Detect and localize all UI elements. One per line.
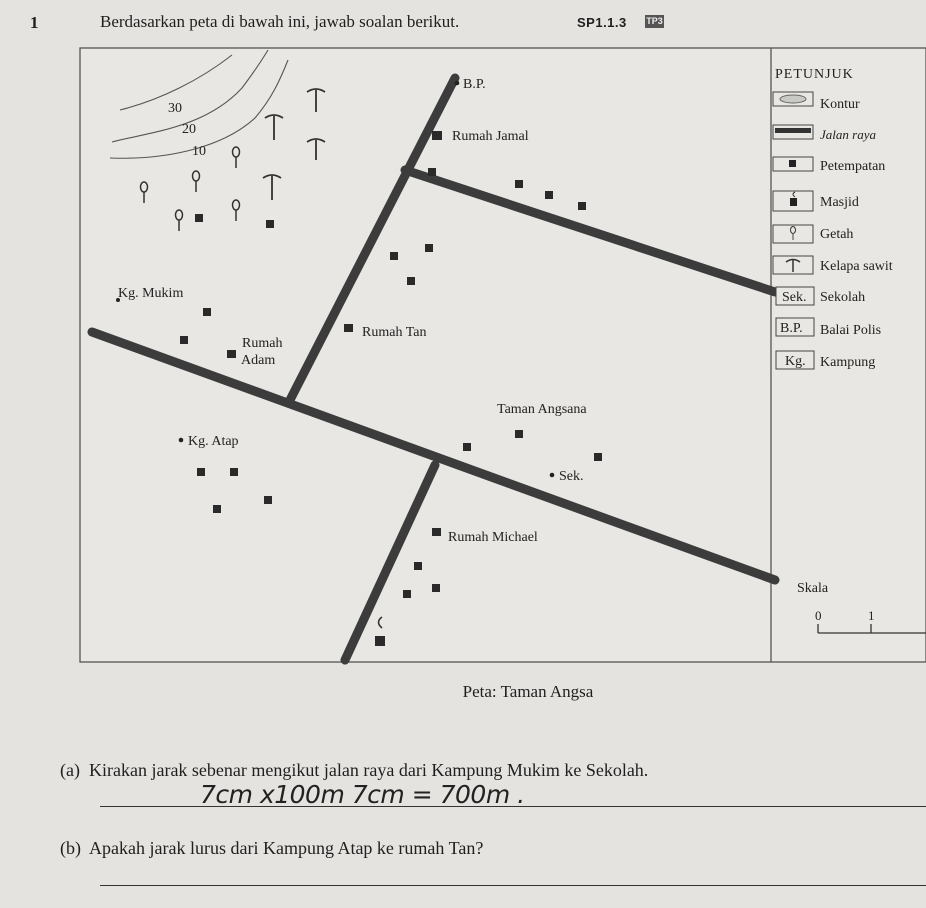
answer-a[interactable]: 7cm x100m 7cm = 700m . (200, 780, 525, 809)
legend-sek-symbol: Sek. (782, 290, 807, 305)
legend-label-sekolah: Sekolah (820, 290, 866, 305)
legend-title: PETUNJUK (775, 67, 854, 82)
settlement-icon (432, 528, 441, 536)
question-a-text: Kirakan jarak sebenar mengikut jalan raya dari Kampung Mukim ke Sekolah. (88, 760, 649, 780)
question-a (60, 760, 648, 781)
legend-label-kelapa: Kelapa sawit (820, 259, 893, 274)
syllabus-code: SP1.1.3 (577, 15, 627, 30)
legend-contour-symbol (780, 95, 806, 103)
settlement-icon (344, 324, 353, 332)
settlement-icon (213, 505, 221, 513)
scale-end: 1 (868, 608, 875, 623)
settlement-icon (375, 636, 385, 646)
question-text: Berdasarkan peta di bawah ini, jawab soalan berikut. (100, 12, 460, 31)
legend-label-jalan: Jalan raya (820, 127, 876, 142)
settlement-icon (180, 336, 188, 344)
settlement-icon (463, 443, 471, 451)
settlement-icon (578, 202, 586, 210)
settlement-icon (515, 430, 523, 438)
settlement-icon (545, 191, 553, 199)
answer-b-line[interactable] (100, 885, 926, 886)
settlement-icon (197, 468, 205, 476)
question-a-label: (a) (60, 760, 80, 780)
settlement-icon (266, 220, 274, 228)
contour-label-30: 30 (168, 101, 182, 116)
settlement-icon (515, 180, 523, 188)
settlement-icon (414, 562, 422, 570)
label-sek: Sek. (559, 469, 584, 484)
settlement-icon (403, 590, 411, 598)
map-caption: Peta: Taman Angsa (462, 682, 594, 701)
legend-settlement-symbol (789, 160, 796, 167)
legend-label-balai: Balai Polis (820, 323, 882, 338)
settlement-icon (195, 214, 203, 222)
label-kg-mukim: Kg. Mukim (118, 286, 184, 301)
label-bp: B.P. (463, 77, 486, 92)
question-b (60, 838, 483, 859)
scale-title: Skala (797, 581, 829, 596)
question-b-label: (b) (60, 838, 81, 858)
label-rumah-jamal: Rumah Jamal (452, 129, 529, 144)
label-taman-angsana: Taman Angsana (497, 402, 587, 417)
legend-label-kontur: Kontur (820, 97, 860, 112)
settlement-icon (594, 453, 602, 461)
question-b-text: Apakah jarak lurus dari Kampung Atap ke rumah Tan? (89, 838, 484, 858)
label-kg-atap: Kg. Atap (188, 434, 239, 449)
balai-polis-point (455, 81, 460, 86)
answer-a-line (100, 806, 926, 807)
contour-label-10: 10 (192, 144, 206, 159)
tp-badge: TP3 (646, 16, 663, 26)
settlement-icon (428, 168, 436, 176)
legend-label-kampung: Kampung (820, 355, 876, 370)
sekolah-point (550, 473, 555, 478)
legend-label-petempatan: Petempatan (820, 159, 886, 174)
label-rumah-michael: Rumah Michael (448, 530, 538, 545)
contour-label-20: 20 (182, 122, 196, 137)
settlement-icon (227, 350, 236, 358)
settlement-icon (264, 496, 272, 504)
settlement-icon (407, 277, 415, 285)
legend-kg-symbol: Kg. (785, 354, 806, 369)
legend-label-getah: Getah (820, 227, 854, 242)
settlement-icon (425, 244, 433, 252)
legend-bp-symbol: B.P. (780, 321, 803, 336)
label-rumah-adam-1: Rumah (242, 336, 283, 351)
rumah-jamal-icon (432, 131, 442, 140)
settlement-icon (390, 252, 398, 260)
legend-label-masjid: Masjid (820, 195, 859, 210)
settlement-icon (203, 308, 211, 316)
label-rumah-adam-2: Adam (241, 353, 276, 368)
settlement-icon (230, 468, 238, 476)
label-rumah-tan: Rumah Tan (362, 325, 427, 340)
legend-road-symbol (775, 128, 811, 133)
kg-atap-point (179, 438, 184, 443)
question-number: 1 (30, 13, 39, 32)
legend-mosque-symbol (790, 198, 797, 206)
scale-start: 0 (815, 608, 822, 623)
settlement-icon (432, 584, 440, 592)
